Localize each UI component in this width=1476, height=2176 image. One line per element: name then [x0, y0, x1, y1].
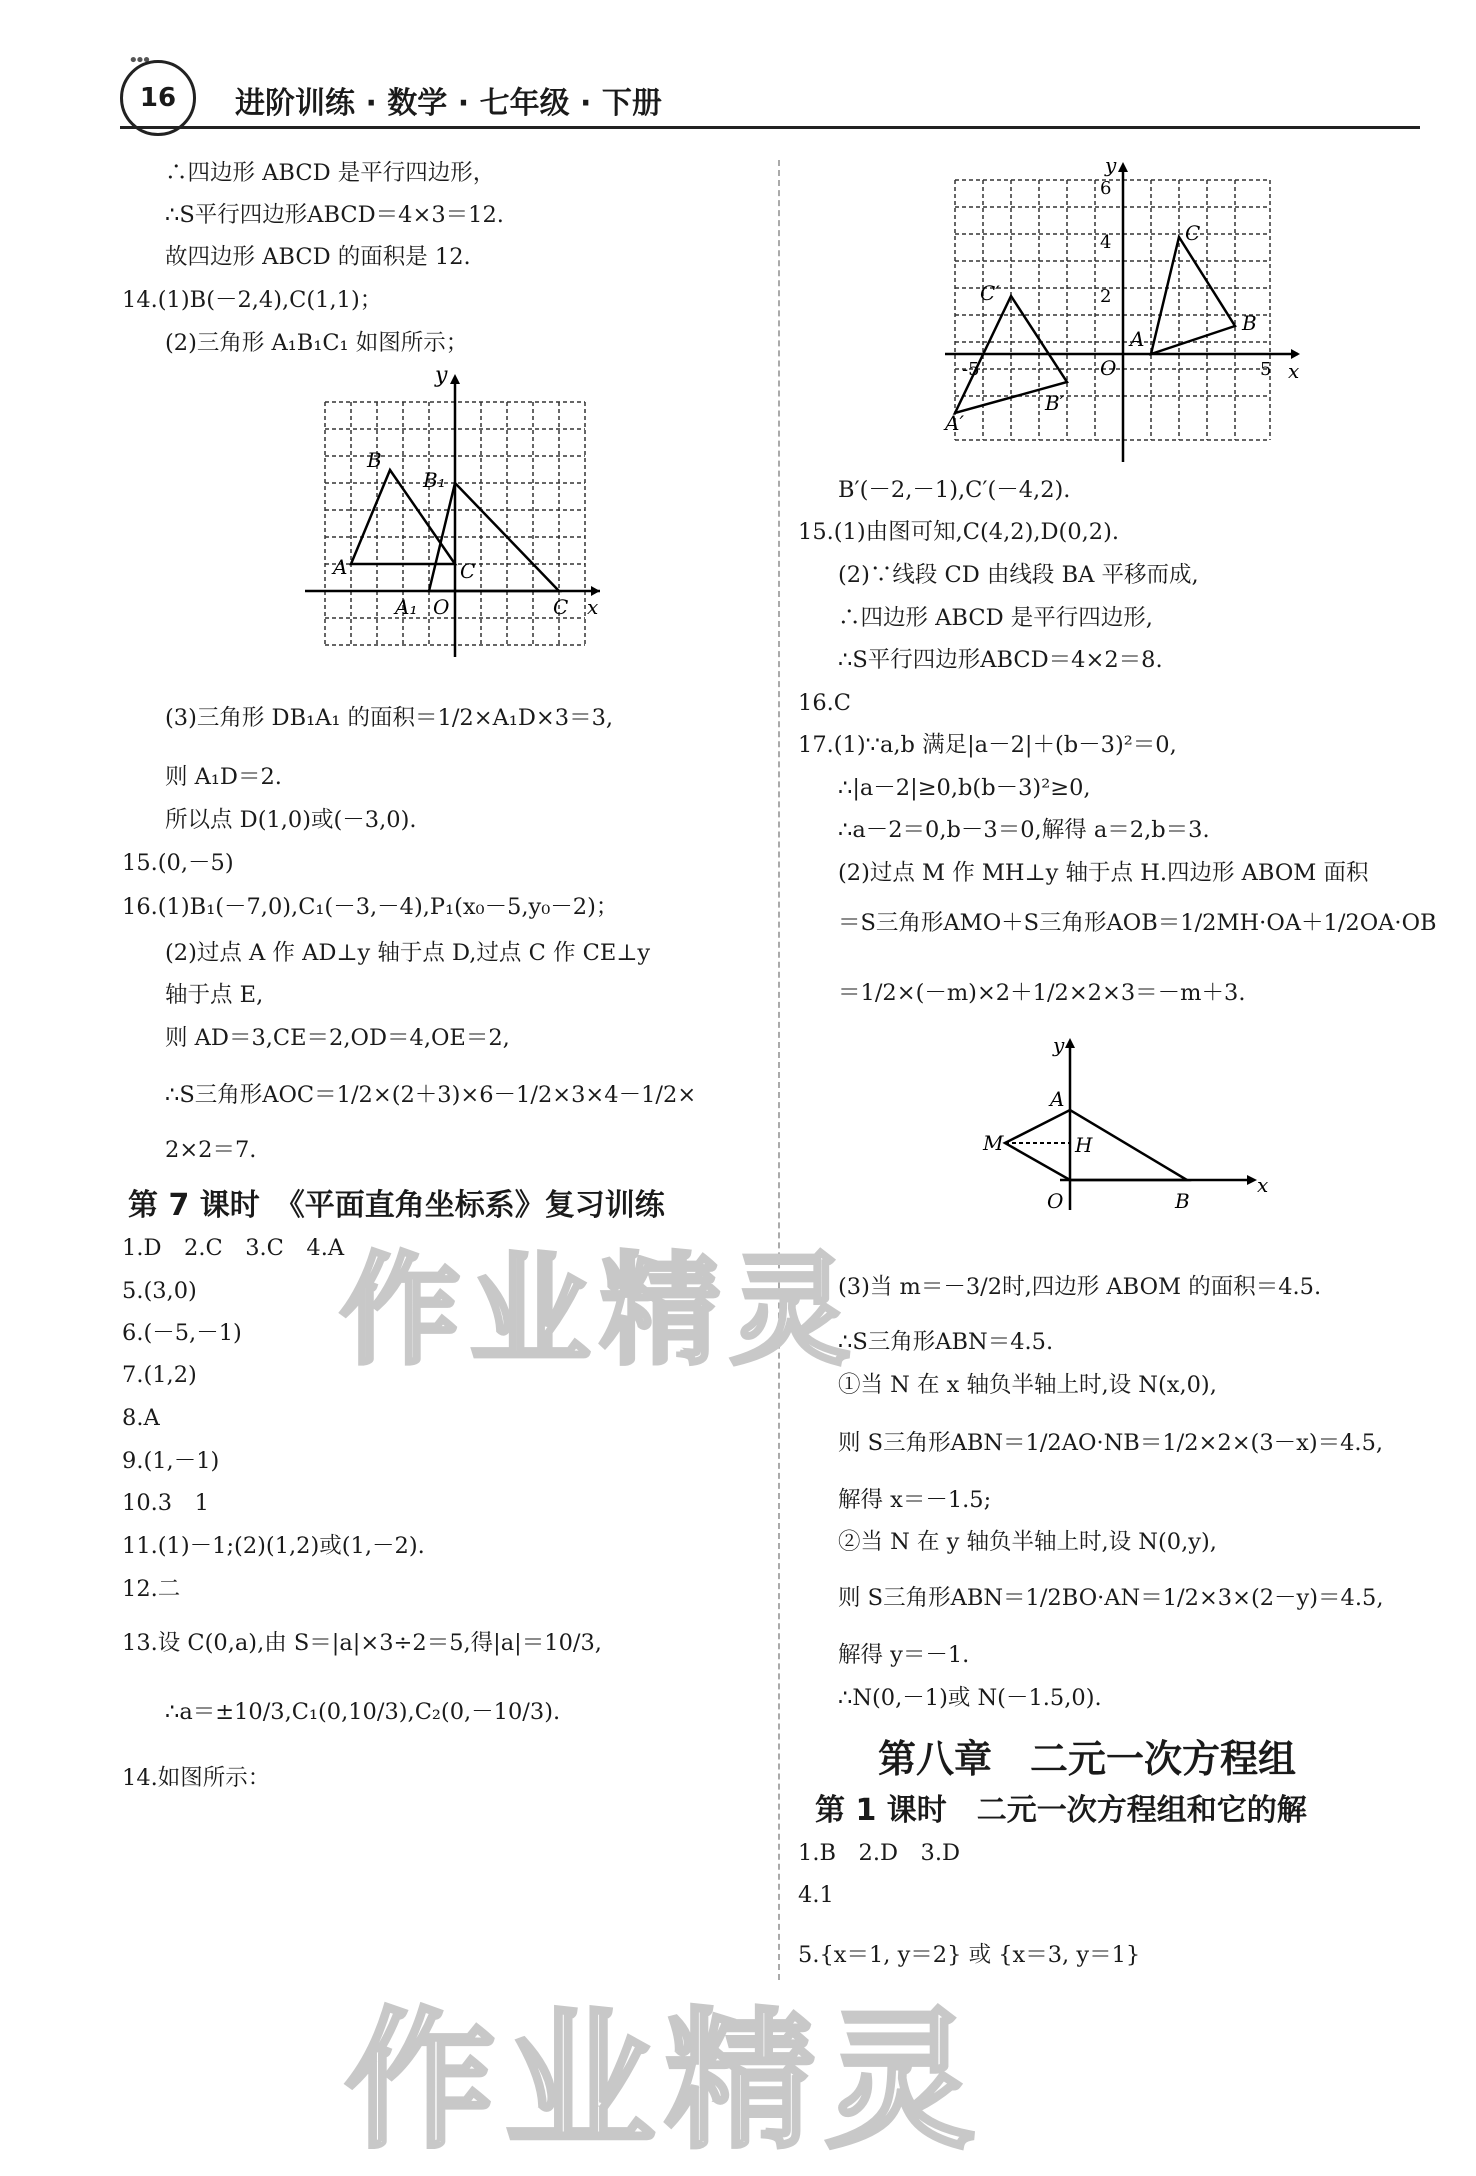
- header-rule: [120, 126, 1420, 129]
- axis-label-y: y: [435, 363, 448, 388]
- point-label-B1: B₁: [423, 468, 446, 492]
- answer-line: 6.(－5,－1): [122, 1320, 242, 1346]
- text-line: ∴S平行四边形ABCD＝4×2＝8.: [838, 647, 1163, 673]
- text-line: B′(－2,－1),C′(－4,2).: [838, 477, 1071, 503]
- text-line: 解得 y＝－1.: [838, 1642, 970, 1668]
- text-line: 15.(1)由图可知,C(4,2),D(0,2).: [798, 519, 1120, 545]
- answer-line: 12.二: [122, 1576, 181, 1602]
- point-label-C-prime: C′: [980, 281, 1000, 305]
- text-line: 解得 x＝－1.5;: [838, 1487, 992, 1513]
- point-label-A-prime: A′: [945, 411, 964, 435]
- text-line: 则 S三角形ABN＝1/2BO·AN＝1/2×3×(2－y)＝4.5,: [838, 1585, 1384, 1611]
- text-line: (2)三角形 A₁B₁C₁ 如图所示；: [165, 330, 469, 356]
- answer-line: 1.D 2.C 3.C 4.A: [122, 1235, 345, 1261]
- book-title: 进阶训练 · 数学 · 七年级 · 下册: [235, 86, 662, 121]
- tick-label-4: 4: [1100, 232, 1112, 253]
- text-line: (2)过点 M 作 MH⊥y 轴于点 H.四边形 ABOM 面积: [838, 860, 1369, 886]
- text-line: 2×2＝7.: [165, 1137, 257, 1163]
- text-line: ＝S三角形AMO＋S三角形AOB＝1/2MH·OA＋1/2OA·OB: [838, 910, 1437, 936]
- figure-triangle-translation: [295, 362, 610, 662]
- point-label-B: B: [367, 448, 382, 472]
- text-line: ∴四边形 ABCD 是平行四边形，: [165, 160, 496, 186]
- watermark: 作业精灵: [340, 1242, 860, 1381]
- text-line: 所以点 D(1,0)或(－3,0).: [165, 807, 417, 833]
- text-line: ②当 N 在 y 轴负半轴上时,设 N(0,y),: [838, 1529, 1217, 1555]
- answer-line: 8.A: [122, 1405, 160, 1431]
- point-label-A: A: [333, 555, 348, 579]
- text-line: 16.(1)B₁(－7,0),C₁(－3,－4),P₁(x₀－5,y₀－2)；: [122, 894, 619, 920]
- text-line: ∴a－2＝0,b－3＝0,解得 a＝2,b＝3.: [838, 817, 1210, 843]
- column-divider: [778, 160, 780, 1980]
- text-line: ∴四边形 ABCD 是平行四边形,: [838, 605, 1153, 631]
- text-line: ＝1/2×(－m)×2＋1/2×2×3＝－m＋3.: [838, 980, 1246, 1006]
- text-line: (3)三角形 DB₁A₁ 的面积＝1/2×A₁D×3＝3,: [165, 705, 614, 731]
- answer-line: 10.3 1: [122, 1490, 209, 1516]
- section-title: 第 7 课时 《平面直角坐标系》复习训练: [128, 1188, 665, 1223]
- axis-label-y: y: [1105, 153, 1117, 177]
- answer-line: 1.B 2.D 3.D: [798, 1840, 961, 1866]
- point-label-A: A: [1130, 327, 1145, 351]
- answer-line: ∴a＝±10/3,C₁(0,10/3),C₂(0,－10/3).: [165, 1699, 561, 1725]
- text-line: 14.(1)B(－2,4),C(1,1)；: [122, 287, 383, 313]
- axis-label-x: x: [587, 595, 599, 619]
- chapter-title: 第八章 二元一次方程组: [878, 1737, 1297, 1781]
- answer-line: 4.1: [798, 1882, 834, 1908]
- tick-label-2: 2: [1100, 286, 1112, 307]
- tick-label-neg5: -5: [962, 359, 980, 380]
- text-line: 则 A₁D＝2.: [165, 764, 282, 790]
- axis-label-x: x: [1288, 359, 1300, 383]
- text-line: ∴|a－2|≥0,b(b－3)²≥0,: [838, 775, 1091, 801]
- text-line: ∴S平行四边形ABCD＝4×3＝12.: [165, 202, 504, 228]
- axis-label-y: y: [1053, 1033, 1065, 1057]
- origin-label: O: [433, 595, 450, 619]
- text-line: 16.C: [798, 690, 851, 716]
- point-label-B-prime: B′: [1045, 391, 1065, 415]
- answer-line: 5.(3,0): [122, 1278, 197, 1304]
- answer-line: 9.(1,－1): [122, 1448, 220, 1474]
- text-line: ∴S三角形ABN＝4.5.: [838, 1329, 1054, 1355]
- text-line: ①当 N 在 x 轴负半轴上时,设 N(x,0),: [838, 1372, 1217, 1398]
- watermark: 作业精灵: [345, 1995, 986, 2169]
- point-label-H: H: [1075, 1133, 1093, 1157]
- text-line: 故四边形 ABCD 的面积是 12.: [165, 244, 471, 270]
- origin-label: O: [1100, 356, 1117, 380]
- text-line: (3)当 m＝－3/2时,四边形 ABOM 的面积＝4.5.: [838, 1274, 1322, 1300]
- point-label-M: M: [983, 1131, 1004, 1155]
- section-title: 第 1 课时 二元一次方程组和它的解: [815, 1793, 1307, 1828]
- text-line: ∴S三角形AOC＝1/2×(2＋3)×6－1/2×3×4－1/2×: [165, 1082, 697, 1108]
- text-line: 15.(0,－5): [122, 850, 234, 876]
- answer-line: 11.(1)－1;(2)(1,2)或(1,－2).: [122, 1533, 425, 1559]
- figure-triangle-reflection: [940, 150, 1315, 470]
- text-line: 则 S三角形ABN＝1/2AO·NB＝1/2×2×(3－x)＝4.5,: [838, 1430, 1384, 1456]
- text-line: 轴于点 E,: [165, 982, 264, 1008]
- point-label-A: A: [1050, 1087, 1065, 1111]
- point-label-C: C: [1185, 221, 1201, 245]
- tick-label-6: 6: [1100, 178, 1112, 199]
- figure-quadrilateral-abom: [975, 1030, 1275, 1215]
- point-label-C1: C: [553, 595, 569, 619]
- text-line: 则 AD＝3,CE＝2,OD＝4,OE＝2,: [165, 1025, 510, 1051]
- text-line: ∴N(0,－1)或 N(－1.5,0).: [838, 1685, 1102, 1711]
- answer-line: 7.(1,2): [122, 1362, 197, 1388]
- axis-label-x: x: [1257, 1173, 1269, 1197]
- tick-label-5: 5: [1260, 359, 1272, 380]
- header-decoration: •••: [128, 50, 148, 71]
- answer-line: 13.设 C(0,a),由 S＝|a|×3÷2＝5,得|a|＝10/3,: [122, 1630, 602, 1656]
- text-line: 17.(1)∵a,b 满足|a－2|＋(b－3)²＝0,: [798, 732, 1177, 758]
- answer-line: 5.{x＝1, y＝2} 或 {x＝3, y＝1}: [798, 1942, 1141, 1968]
- page-number: 16: [120, 60, 196, 136]
- text-line: (2)∵线段 CD 由线段 BA 平移而成,: [838, 562, 1199, 588]
- point-label-C: C: [460, 559, 476, 583]
- point-label-B: B: [1242, 311, 1257, 335]
- point-label-B: B: [1175, 1189, 1190, 1213]
- text-line: (2)过点 A 作 AD⊥y 轴于点 D,过点 C 作 CE⊥y: [165, 940, 651, 966]
- origin-label: O: [1047, 1189, 1064, 1213]
- answer-line: 14.如图所示：: [122, 1765, 271, 1791]
- point-label-A1: A₁: [395, 595, 418, 619]
